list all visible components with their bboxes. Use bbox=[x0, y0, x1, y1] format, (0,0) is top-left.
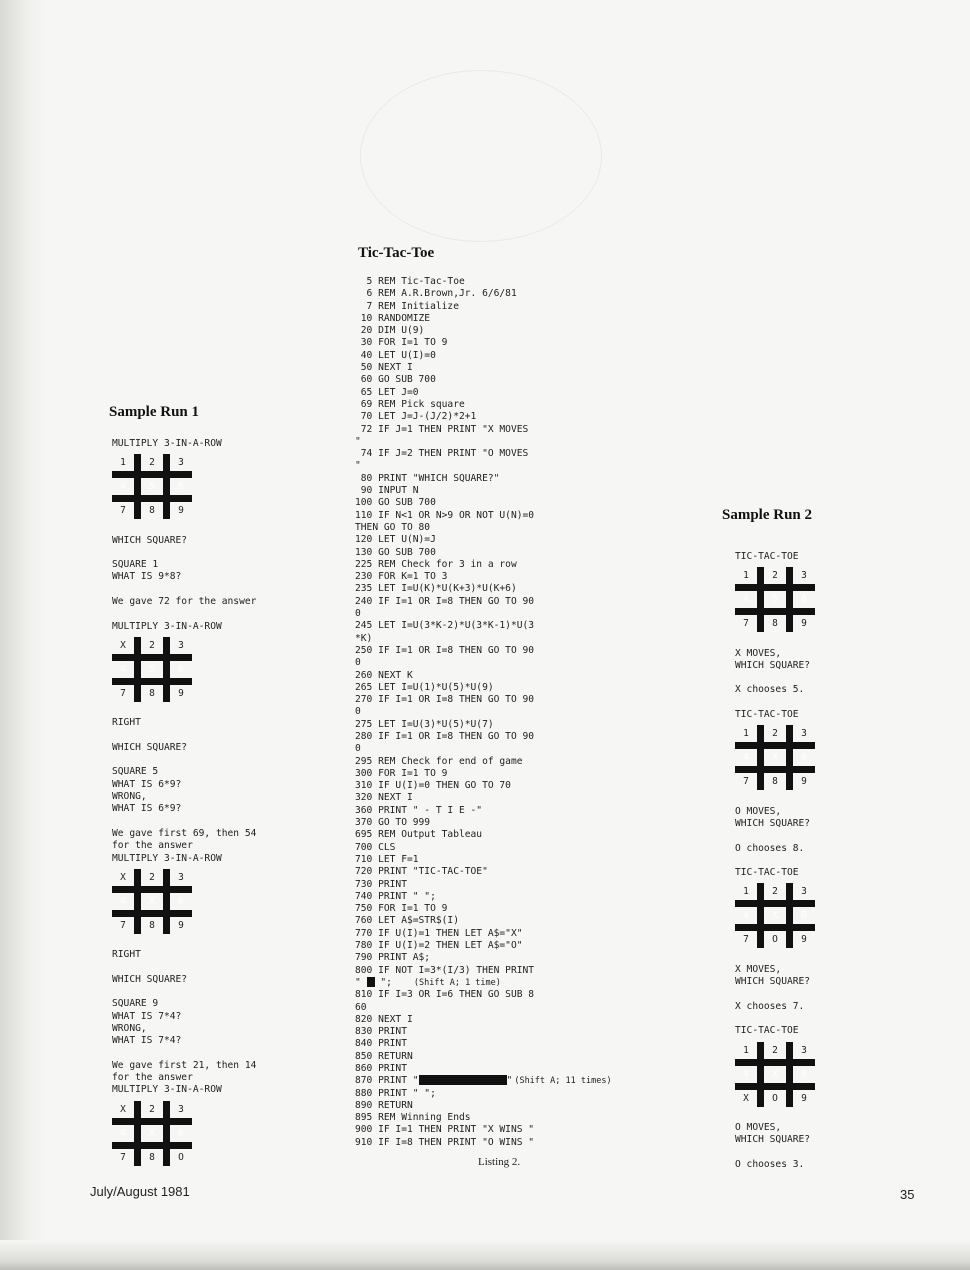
run-text-line: WHICH SQUARE? bbox=[112, 534, 188, 546]
run-block bbox=[735, 1001, 935, 1013]
page-gutter-shadow bbox=[0, 0, 46, 1270]
board-vertical-line bbox=[163, 869, 170, 934]
listing-line: 750 FOR I=1 TO 9 bbox=[355, 903, 448, 915]
board-cell: 6 bbox=[801, 594, 807, 606]
board-cell: 7 bbox=[743, 934, 749, 946]
listing-caption: Listing 2. bbox=[478, 1156, 521, 1168]
board-cell: O bbox=[772, 934, 778, 946]
board-horizontal-line bbox=[735, 766, 815, 773]
board-cell: X bbox=[149, 895, 155, 907]
listing-line-text: "; bbox=[374, 976, 392, 988]
run-text-line: We gave first 21, then 14 bbox=[112, 1059, 257, 1071]
board-cell: 5 bbox=[772, 594, 778, 606]
listing-line: 880 PRINT " "; bbox=[355, 1087, 436, 1099]
run-text-line: MULTIPLY 3-IN-A-ROW bbox=[112, 852, 222, 864]
board-cell: 6 bbox=[178, 895, 184, 907]
listing-line: 360 PRINT " - T I E -" bbox=[355, 804, 483, 816]
board-cell: 4 bbox=[743, 910, 749, 922]
run-block bbox=[735, 709, 935, 793]
faint-show-through-logo bbox=[360, 70, 602, 242]
board-cell: O bbox=[178, 1151, 184, 1163]
board-vertical-line bbox=[134, 1101, 141, 1166]
board-cell: 6 bbox=[178, 481, 184, 493]
board-vertical-line bbox=[786, 725, 793, 790]
sample-run-2-title: Sample Run 2 bbox=[722, 507, 813, 523]
board-cell: 4 bbox=[743, 594, 749, 606]
board-cell: 6 bbox=[178, 1127, 184, 1139]
listing-line: 60 bbox=[355, 1001, 367, 1013]
listing-line: 120 LET U(N)=J bbox=[355, 534, 436, 546]
board-cell: 1 bbox=[743, 728, 749, 740]
run-text-line: SQUARE 9 bbox=[112, 998, 159, 1010]
tic-tac-toe-board bbox=[112, 454, 192, 522]
run-text-line: WHICH SQUARE? bbox=[112, 741, 188, 753]
board-vertical-line bbox=[134, 869, 141, 934]
board-vertical-line bbox=[786, 1042, 793, 1107]
listing-line: 0 bbox=[355, 743, 361, 755]
run-block bbox=[735, 551, 935, 635]
board-cell: 7 bbox=[120, 505, 126, 517]
run-text-line: We gave first 69, then 54 bbox=[112, 827, 257, 839]
page-number: 35 bbox=[900, 1187, 915, 1202]
listing-line bbox=[355, 977, 685, 989]
run-block bbox=[112, 766, 312, 815]
board-cell: 7 bbox=[120, 919, 126, 931]
run-text-line: SQUARE 5 bbox=[112, 766, 159, 778]
board-cell: 6 bbox=[801, 752, 807, 764]
listing-line-text: " bbox=[355, 976, 367, 988]
run-block bbox=[112, 998, 312, 1047]
listing-line: 900 IF I=1 THEN PRINT "X WINS " bbox=[355, 1124, 535, 1136]
run-text-line: TIC-TAC-TOE bbox=[735, 1025, 799, 1037]
listing-line: 130 GO SUB 700 bbox=[355, 546, 436, 558]
board-cell: 7 bbox=[120, 687, 126, 699]
listing-line: 230 FOR K=1 TO 3 bbox=[355, 571, 448, 583]
run-text-line: for the answer bbox=[112, 840, 193, 852]
listing-line: 730 PRINT bbox=[355, 878, 407, 890]
board-vertical-line bbox=[786, 883, 793, 948]
listing-line: 100 GO SUB 700 bbox=[355, 497, 436, 509]
board-horizontal-line bbox=[112, 654, 192, 661]
listing-line: 0 bbox=[355, 657, 361, 669]
listing-line: 270 IF I=1 OR I=8 THEN GO TO 90 bbox=[355, 694, 535, 706]
run-text-line: TIC-TAC-TOE bbox=[735, 867, 799, 879]
run-text-line: WHAT IS 7*4? bbox=[112, 1035, 182, 1047]
board-horizontal-line bbox=[735, 584, 815, 591]
run-block bbox=[735, 806, 935, 831]
board-cell: 9 bbox=[178, 919, 184, 931]
board-cell: 8 bbox=[772, 776, 778, 788]
board-cell: 5 bbox=[149, 481, 155, 493]
listing-line: *K) bbox=[355, 632, 373, 644]
run-text-line: X chooses 7. bbox=[735, 1000, 805, 1012]
board-horizontal-line bbox=[112, 495, 192, 502]
listing-line: 40 LET U(I)=0 bbox=[355, 349, 436, 361]
board-cell: 4 bbox=[120, 663, 126, 675]
run-text-line: WHICH SQUARE? bbox=[735, 1134, 811, 1146]
board-cell: 1 bbox=[743, 1044, 749, 1056]
listing-line: 790 PRINT A$; bbox=[355, 952, 431, 964]
board-vertical-line bbox=[134, 637, 141, 702]
sample-run-1-title: Sample Run 1 bbox=[109, 404, 200, 420]
run-block bbox=[735, 1122, 935, 1147]
sample-run-2 bbox=[735, 551, 935, 1183]
board-cell: 4 bbox=[120, 1127, 126, 1139]
board-cell: X bbox=[120, 1103, 126, 1115]
run-block bbox=[112, 828, 312, 937]
board-horizontal-line bbox=[112, 471, 192, 478]
listing-line: 895 REM Winning Ends bbox=[355, 1112, 471, 1124]
listing-line: 7 REM Initialize bbox=[355, 300, 459, 312]
run-block bbox=[112, 717, 312, 729]
listing-line: 695 REM Output Tableau bbox=[355, 829, 483, 841]
board-cell: 3 bbox=[801, 728, 807, 740]
run-block bbox=[112, 1060, 312, 1169]
board-cell: 2 bbox=[772, 728, 778, 740]
board-vertical-line bbox=[757, 1042, 764, 1107]
board-horizontal-line bbox=[112, 910, 192, 917]
board-cell: 6 bbox=[178, 663, 184, 675]
listing-line: 74 IF J=2 THEN PRINT "O MOVES bbox=[355, 448, 529, 460]
listing-line: 860 PRINT bbox=[355, 1063, 407, 1074]
listing-line: 720 PRINT "TIC-TAC-TOE" bbox=[355, 866, 488, 878]
sample-run-1 bbox=[112, 438, 312, 1181]
listing-line: 370 GO TO 999 bbox=[355, 817, 431, 829]
listing-line: 69 REM Pick square bbox=[355, 398, 465, 410]
listing-line: 820 NEXT I bbox=[355, 1013, 413, 1025]
board-cell: 9 bbox=[801, 1092, 807, 1104]
board-cell: 3 bbox=[801, 570, 807, 582]
board-cell: 4 bbox=[743, 1068, 749, 1080]
tic-tac-toe-board bbox=[112, 869, 192, 937]
run-block bbox=[735, 684, 935, 696]
listing-line: 760 LET A$=STR$(I) bbox=[355, 915, 459, 927]
page-bottom-shadow bbox=[0, 1240, 970, 1270]
board-vertical-line bbox=[757, 725, 764, 790]
board-cell: 9 bbox=[801, 776, 807, 788]
listing-line: 90 INPUT N bbox=[355, 485, 419, 497]
listing-line: 235 LET I=U(K)*U(K+3)*U(K+6) bbox=[355, 583, 517, 595]
board-cell: 8 bbox=[772, 618, 778, 630]
listing-line: 810 IF I=3 OR I=6 THEN GO SUB 8 bbox=[355, 989, 535, 1001]
listing-line: 225 REM Check for 3 in a row bbox=[355, 558, 517, 570]
board-cell: X bbox=[120, 871, 126, 883]
board-cell: X bbox=[772, 1068, 778, 1080]
board-vertical-line bbox=[163, 1101, 170, 1166]
run-block bbox=[112, 742, 312, 754]
listing-line: 910 IF I=8 THEN PRINT "O WINS " bbox=[355, 1136, 535, 1148]
listing-line: 250 IF I=1 OR I=8 THEN GO TO 90 bbox=[355, 644, 535, 656]
board-cell: 5 bbox=[149, 663, 155, 675]
run-block bbox=[112, 438, 312, 522]
listing-line: THEN GO TO 80 bbox=[355, 521, 431, 533]
listing-line: 265 LET I=U(1)*U(5)*U(9) bbox=[355, 681, 494, 693]
board-horizontal-line bbox=[112, 678, 192, 685]
board-cell: X bbox=[120, 639, 126, 651]
run-text-line: TIC-TAC-TOE bbox=[735, 551, 799, 562]
listing-note: (Shift A; 11 times) bbox=[514, 1076, 612, 1087]
board-cell: 4 bbox=[120, 481, 126, 493]
listing-line: 320 NEXT I bbox=[355, 792, 413, 804]
run-text-line: O MOVES, bbox=[735, 1121, 782, 1133]
run-text-line: WRONG, bbox=[112, 791, 147, 803]
run-text-line: RIGHT bbox=[112, 949, 141, 961]
board-cell: 2 bbox=[149, 871, 155, 883]
run-text-line: MULTIPLY 3-IN-A-ROW bbox=[112, 438, 222, 449]
run-block bbox=[735, 1025, 935, 1109]
issue-date: July/August 1981 bbox=[90, 1184, 190, 1199]
board-cell: 8 bbox=[149, 687, 155, 699]
board-cell: 3 bbox=[178, 639, 184, 651]
board-cell: 2 bbox=[149, 457, 155, 469]
run-block bbox=[735, 964, 935, 989]
board-horizontal-line bbox=[112, 1142, 192, 1149]
run-block bbox=[735, 1159, 935, 1171]
board-cell: 9 bbox=[178, 505, 184, 517]
board-cell: 6 bbox=[801, 910, 807, 922]
run-block bbox=[112, 621, 312, 705]
graphic-bar bbox=[419, 1075, 507, 1085]
run-block bbox=[735, 843, 935, 855]
board-cell: 4 bbox=[743, 752, 749, 764]
board-vertical-line bbox=[786, 567, 793, 632]
run-text-line: WHAT IS 7*4? bbox=[112, 1010, 182, 1022]
run-text-line: WHICH SQUARE? bbox=[735, 976, 811, 988]
listing-line: " bbox=[355, 435, 361, 447]
run-text-line: MULTIPLY 3-IN-A-ROW bbox=[112, 620, 222, 632]
listing-line: 0 bbox=[355, 608, 361, 620]
listing-line: 10 RANDOMIZE bbox=[355, 312, 431, 324]
listing-line: 30 FOR I=1 TO 9 bbox=[355, 337, 448, 349]
board-cell: 2 bbox=[772, 886, 778, 898]
board-cell: 7 bbox=[743, 776, 749, 788]
board-cell: 3 bbox=[178, 871, 184, 883]
program-listing bbox=[355, 276, 685, 1149]
tic-tac-toe-board bbox=[112, 637, 192, 705]
board-cell: 8 bbox=[149, 505, 155, 517]
listing-line: 50 NEXT I bbox=[355, 362, 413, 374]
listing-line: 840 PRINT bbox=[355, 1038, 407, 1050]
listing-line: 6 REM A.R.Brown,Jr. 6/6/81 bbox=[355, 288, 517, 300]
listing-line: 800 IF NOT I=3*(I/3) THEN PRINT bbox=[355, 964, 535, 976]
run-text-line: X MOVES, bbox=[735, 647, 782, 659]
run-text-line: O chooses 8. bbox=[735, 842, 805, 854]
run-text-line: WHAT IS 6*9? bbox=[112, 803, 182, 815]
run-text-line: TIC-TAC-TOE bbox=[735, 709, 799, 721]
run-block bbox=[112, 596, 312, 608]
run-text-line: for the answer bbox=[112, 1072, 193, 1084]
listing-line: 110 IF N<1 OR N>9 OR NOT U(N)=0 bbox=[355, 509, 535, 521]
board-cell: 7 bbox=[743, 618, 749, 630]
run-block bbox=[112, 949, 312, 961]
listing-line: 70 LET J=J-(J/2)*2+1 bbox=[355, 411, 477, 423]
run-text-line: WHAT IS 9*8? bbox=[112, 571, 182, 583]
listing-line: 0 bbox=[355, 706, 361, 718]
listing-line: 850 RETURN bbox=[355, 1050, 413, 1062]
board-cell: O bbox=[772, 1092, 778, 1104]
board-cell: X bbox=[772, 752, 778, 764]
board-horizontal-line bbox=[735, 900, 815, 907]
board-vertical-line bbox=[163, 637, 170, 702]
board-cell: 2 bbox=[149, 639, 155, 651]
board-cell: 1 bbox=[120, 457, 126, 469]
board-cell: X bbox=[743, 1092, 749, 1104]
listing-line: 780 IF U(I)=2 THEN LET A$="O" bbox=[355, 940, 523, 952]
run-text-line: WHICH SQUARE? bbox=[735, 817, 811, 829]
listing-line: 300 FOR I=1 TO 9 bbox=[355, 767, 448, 779]
tic-tac-toe-board bbox=[735, 725, 815, 793]
run-text-line: O MOVES, bbox=[735, 805, 782, 817]
listing-line: 740 PRINT " "; bbox=[355, 890, 436, 902]
run-block bbox=[112, 559, 312, 584]
listing-note: (Shift A; 1 time) bbox=[413, 977, 501, 988]
board-cell: 9 bbox=[178, 687, 184, 699]
listing-line: 830 PRINT bbox=[355, 1026, 407, 1038]
run-text-line: MULTIPLY 3-IN-A-ROW bbox=[112, 1084, 222, 1096]
listing-line: " bbox=[355, 460, 361, 472]
listing-line: 72 IF J=1 THEN PRINT "X MOVES bbox=[355, 423, 529, 435]
listing-line: 60 GO SUB 700 bbox=[355, 374, 436, 386]
listing-line: 310 IF U(I)=0 THEN GO TO 70 bbox=[355, 780, 511, 792]
run-text-line: X chooses 5. bbox=[735, 684, 805, 696]
run-text-line: WRONG, bbox=[112, 1022, 147, 1034]
listing-line: 260 NEXT K bbox=[355, 669, 413, 681]
board-cell: 1 bbox=[743, 886, 749, 898]
run-block bbox=[735, 867, 935, 951]
board-vertical-line bbox=[757, 567, 764, 632]
listing-line: 710 LET F=1 bbox=[355, 853, 419, 865]
board-cell: 2 bbox=[149, 1103, 155, 1115]
tic-tac-toe-board bbox=[735, 1042, 815, 1110]
board-cell: 2 bbox=[772, 1044, 778, 1056]
run-text-line: RIGHT bbox=[112, 717, 141, 729]
listing-line: 870 PRINT " " (Shift A; 11 times) bbox=[355, 1075, 612, 1087]
board-cell: 3 bbox=[801, 886, 807, 898]
run-text-line: We gave 72 for the answer bbox=[112, 596, 257, 608]
run-text-line: WHICH SQUARE? bbox=[112, 973, 188, 985]
run-text-line: X MOVES, bbox=[735, 963, 782, 975]
board-vertical-line bbox=[134, 454, 141, 519]
listing-line-text: " bbox=[506, 1075, 513, 1087]
board-cell: 3 bbox=[178, 457, 184, 469]
board-vertical-line bbox=[163, 454, 170, 519]
listing-line: 240 IF I=1 OR I=8 THEN GO TO 90 bbox=[355, 595, 535, 607]
board-cell: X bbox=[772, 910, 778, 922]
run-block bbox=[735, 648, 935, 673]
run-text-line: O chooses 3. bbox=[735, 1158, 805, 1170]
run-text-line: SQUARE 1 bbox=[112, 559, 159, 571]
run-block bbox=[112, 535, 312, 547]
board-cell: 1 bbox=[743, 570, 749, 582]
run-text-line: WHICH SQUARE? bbox=[735, 659, 811, 671]
board-horizontal-line bbox=[735, 608, 815, 615]
listing-line: 890 RETURN bbox=[355, 1099, 413, 1111]
board-cell: 4 bbox=[120, 895, 126, 907]
run-block bbox=[112, 974, 312, 986]
board-horizontal-line bbox=[112, 886, 192, 893]
listing-line: 5 REM Tic-Tac-Toe bbox=[355, 276, 465, 287]
board-horizontal-line bbox=[112, 1118, 192, 1125]
listing-title: Tic-Tac-Toe bbox=[358, 245, 435, 261]
board-cell: 8 bbox=[149, 919, 155, 931]
listing-line: 700 CLS bbox=[355, 841, 396, 853]
tic-tac-toe-board bbox=[112, 1101, 192, 1169]
board-cell: 9 bbox=[801, 934, 807, 946]
board-horizontal-line bbox=[735, 1083, 815, 1090]
run-text-line: WHAT IS 6*9? bbox=[112, 778, 182, 790]
board-vertical-line bbox=[757, 883, 764, 948]
listing-line: 80 PRINT "WHICH SQUARE?" bbox=[355, 472, 500, 484]
listing-line: 295 REM Check for end of game bbox=[355, 755, 523, 767]
board-cell: 9 bbox=[801, 618, 807, 630]
listing-line: 770 IF U(I)=1 THEN LET A$="X" bbox=[355, 927, 523, 939]
board-horizontal-line bbox=[735, 1059, 815, 1066]
listing-line: 275 LET I=U(3)*U(5)*U(7) bbox=[355, 718, 494, 730]
board-cell: 7 bbox=[120, 1151, 126, 1163]
board-horizontal-line bbox=[735, 742, 815, 749]
listing-line: 245 LET I=U(3*K-2)*U(3*K-1)*U(3 bbox=[355, 620, 535, 632]
board-cell: 3 bbox=[801, 1044, 807, 1056]
board-cell: 2 bbox=[772, 570, 778, 582]
board-cell: X bbox=[149, 1127, 155, 1139]
tic-tac-toe-board bbox=[735, 567, 815, 635]
graphic-block bbox=[367, 977, 375, 987]
board-cell: 6 bbox=[801, 1068, 807, 1080]
tic-tac-toe-board bbox=[735, 883, 815, 951]
listing-line: 280 IF I=1 OR I=8 THEN GO TO 90 bbox=[355, 730, 535, 742]
listing-line: 65 LET J=0 bbox=[355, 386, 419, 398]
board-horizontal-line bbox=[735, 924, 815, 931]
listing-line: 20 DIM U(9) bbox=[355, 325, 425, 337]
board-cell: 8 bbox=[149, 1151, 155, 1163]
board-cell: 3 bbox=[178, 1103, 184, 1115]
